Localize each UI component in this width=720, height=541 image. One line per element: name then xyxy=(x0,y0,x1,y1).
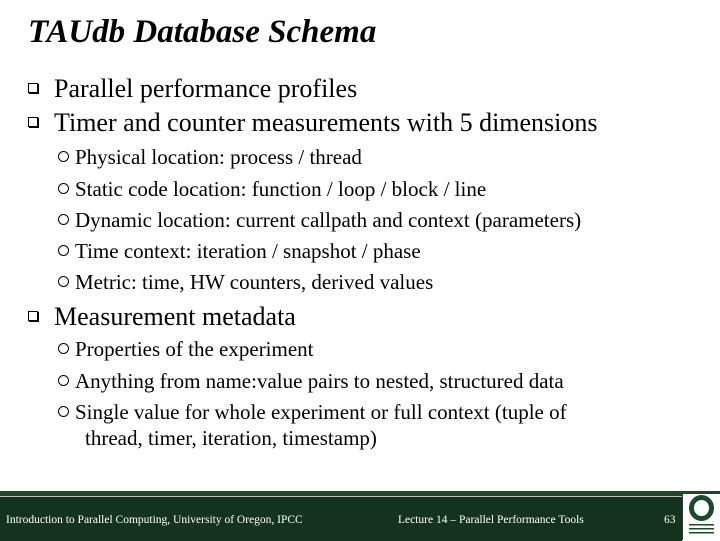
bullet-text: Measurement metadata xyxy=(54,302,296,331)
sub-bullet-text: Metric: time, HW counters, derived values xyxy=(75,270,434,294)
square-bullet-icon xyxy=(28,311,38,321)
university-logo xyxy=(683,494,720,540)
sub-bullet-item xyxy=(58,176,486,202)
square-bullet-icon xyxy=(28,117,38,127)
sub-bullet-item xyxy=(58,368,564,394)
sub-bullet-text: Anything from name:value pairs to nested, structured data xyxy=(75,369,564,393)
sub-bullet-item xyxy=(58,238,421,264)
bullet-item xyxy=(28,108,598,138)
sub-bullet-text: Static code location: function / loop / block / line xyxy=(75,177,487,201)
slide-title: TAUdb Database Schema xyxy=(28,14,377,50)
circle-bullet-icon xyxy=(58,276,69,287)
sub-bullet-text: Single value for whole experiment or full context (tuple of xyxy=(75,400,567,424)
circle-bullet-icon xyxy=(58,151,69,162)
bullet-text: Timer and counter measurements with 5 dimensions xyxy=(54,108,598,137)
sub-bullet-text: Dynamic location: current callpath and context (parameters) xyxy=(75,208,582,232)
page-number: 63 xyxy=(664,514,676,526)
sub-bullet-item xyxy=(58,144,362,170)
footer-course-text: Introduction to Parallel Computing, University of Oregon, IPCC xyxy=(6,514,303,526)
oregon-o-icon xyxy=(683,494,720,540)
sub-bullet-continuation: thread, timer, iteration, timestamp) xyxy=(85,426,377,450)
sub-bullet-text: Physical location: process / thread xyxy=(75,145,362,169)
bullet-text: Parallel performance profiles xyxy=(54,74,358,103)
bullet-item xyxy=(28,302,296,332)
circle-bullet-icon xyxy=(58,375,69,386)
sub-bullet-item xyxy=(58,207,581,233)
circle-bullet-icon xyxy=(58,406,69,417)
circle-bullet-icon xyxy=(58,183,69,194)
circle-bullet-icon xyxy=(58,245,69,256)
footer-lecture-text: Lecture 14 – Parallel Performance Tools xyxy=(398,514,584,526)
square-bullet-icon xyxy=(28,83,38,93)
sub-bullet-item xyxy=(58,336,314,362)
circle-bullet-icon xyxy=(58,214,69,225)
bullet-item xyxy=(28,74,357,104)
sub-bullet-item xyxy=(58,399,567,425)
sub-bullet-text: Properties of the experiment xyxy=(75,337,314,361)
circle-bullet-icon xyxy=(58,343,69,354)
sub-bullet-text: Time context: iteration / snapshot / phase xyxy=(75,239,421,263)
sub-bullet-item xyxy=(58,269,433,295)
